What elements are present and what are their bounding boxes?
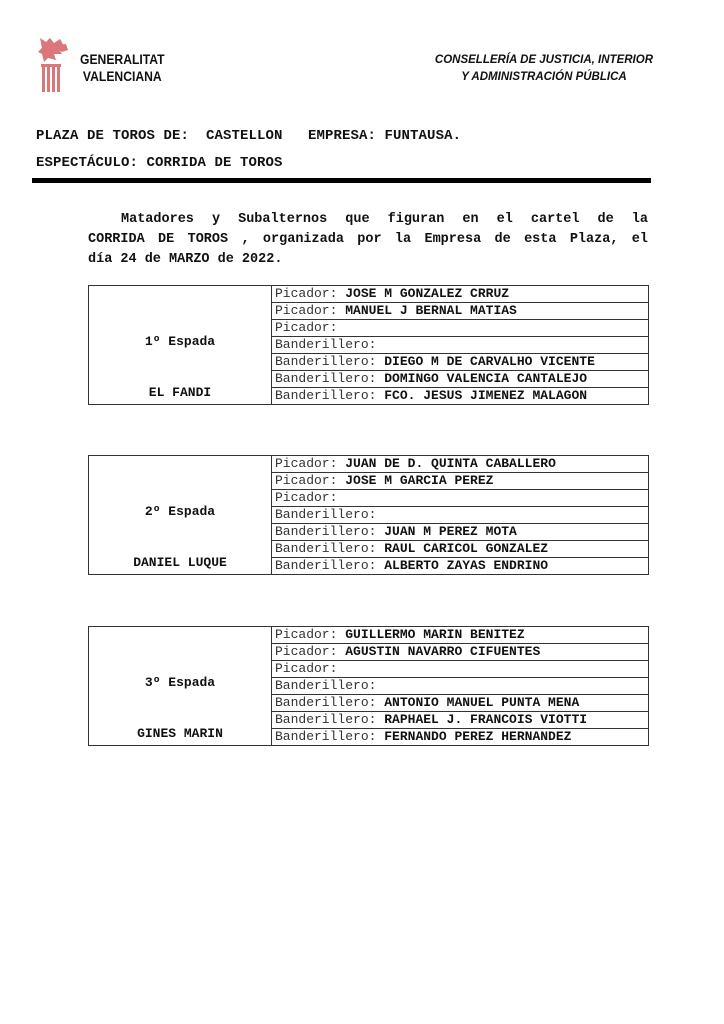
role-label: Picador:	[275, 286, 338, 301]
subalterno-name: AGUSTIN NAVARRO CIFUENTES	[345, 644, 541, 659]
role-label: Picador:	[275, 473, 338, 488]
role-label: Banderillero:	[275, 371, 377, 386]
cuadrilla-cell	[272, 507, 649, 524]
cuadrilla-cell	[272, 729, 649, 746]
cuadrilla-cell	[272, 354, 649, 371]
cuadrilla-cell	[272, 524, 649, 541]
role-label: Picador:	[275, 490, 338, 505]
role-label: Banderillero:	[275, 678, 377, 693]
role-label: Banderillero:	[275, 524, 377, 539]
cuadrilla-row	[89, 286, 649, 303]
espada-table	[88, 626, 649, 746]
intro-line-3: día 24 de MARZO de 2022.	[88, 252, 283, 267]
header-divider	[32, 178, 651, 183]
cuadrilla-cell	[272, 661, 649, 678]
torero-cell	[89, 456, 272, 575]
cuadrilla-cell	[272, 303, 649, 320]
torero-cell	[89, 286, 272, 405]
role-label: Picador:	[275, 661, 338, 676]
role-label: Banderillero:	[275, 337, 377, 352]
cuadrilla-cell	[272, 456, 649, 473]
subalterno-name: RAPHAEL J. FRANCOIS VIOTTI	[384, 712, 588, 727]
subalterno-name: JUAN DE D. QUINTA CABALLERO	[345, 456, 556, 471]
cuadrilla-cell	[272, 337, 649, 354]
dept-line-2: Y ADMINISTRACIÓN PÚBLICA	[461, 71, 627, 83]
cuadrilla-cell	[272, 558, 649, 575]
role-label: Banderillero:	[275, 354, 377, 369]
cuadrilla-cell	[272, 627, 649, 644]
cuadrilla-cell	[272, 490, 649, 507]
subalterno-name: FERNANDO PEREZ HERNANDEZ	[384, 729, 572, 744]
subalterno-name: DIEGO M DE CARVALHO VICENTE	[384, 354, 595, 369]
cuadrilla-cell	[272, 678, 649, 695]
cuadrilla-cell	[272, 695, 649, 712]
role-label: Picador:	[275, 644, 338, 659]
organization-name	[80, 51, 165, 85]
role-label: Banderillero:	[275, 507, 377, 522]
subalterno-name: JOSE M GARCIA PEREZ	[345, 473, 494, 488]
role-label: Picador:	[275, 320, 338, 335]
cuadrilla-cell	[272, 320, 649, 337]
espada-label: 2º Espada	[144, 504, 216, 519]
subalterno-name: JUAN M PEREZ MOTA	[384, 524, 517, 539]
matador-name: EL FANDI	[148, 385, 212, 400]
cuadrilla-cell	[272, 388, 649, 405]
intro-paragraph	[88, 210, 648, 270]
cuadrilla-row	[89, 627, 649, 644]
cuadrilla-cell	[272, 371, 649, 388]
role-label: Picador:	[275, 303, 338, 318]
department-name	[435, 52, 653, 86]
matador-name: DANIEL LUQUE	[133, 555, 227, 570]
role-label: Picador:	[275, 627, 338, 642]
dept-line-1: CONSELLERÍA DE JUSTICIA, INTERIOR	[434, 54, 653, 66]
cuadrilla-cell	[272, 644, 649, 661]
org-line-2: VALENCIANA	[82, 69, 162, 84]
cuadrilla-cell	[272, 541, 649, 558]
espectaculo-line: ESPECTÁCULO: CORRIDA DE TOROS	[36, 155, 283, 171]
cuadrilla-row	[89, 456, 649, 473]
role-label: Picador:	[275, 456, 338, 471]
generalitat-valenciana-logo-icon	[36, 36, 70, 94]
role-label: Banderillero:	[275, 695, 377, 710]
subalterno-name: JOSE M GONZALEZ CRRUZ	[345, 286, 510, 301]
intro-line-1: Matadores y Subalternos que figuran en el cartel de la	[121, 212, 648, 227]
org-line-1: GENERALITAT	[80, 52, 165, 67]
intro-line-2: CORRIDA DE TOROS , organizada por la Empresa de esta Plaza, el	[88, 232, 648, 247]
subalterno-name: GUILLERMO MARIN BENITEZ	[345, 627, 525, 642]
cuadrilla-cell	[272, 712, 649, 729]
role-label: Banderillero:	[275, 541, 377, 556]
subalterno-name: ALBERTO ZAYAS ENDRINO	[384, 558, 549, 573]
espada-table	[88, 285, 649, 405]
plaza-line: PLAZA DE TOROS DE: CASTELLON EMPRESA: FUNTAUSA.	[36, 128, 462, 144]
role-label: Banderillero:	[275, 558, 377, 573]
espada-label: 1º Espada	[144, 334, 216, 349]
cuadrilla-cell	[272, 286, 649, 303]
espada-table	[88, 455, 649, 575]
role-label: Banderillero:	[275, 712, 377, 727]
role-label: Banderillero:	[275, 388, 377, 403]
subalterno-name: RAUL CARICOL GONZALEZ	[384, 541, 549, 556]
matador-name: GINES MARIN	[137, 726, 223, 741]
subalterno-name: MANUEL J BERNAL MATIAS	[345, 303, 517, 318]
subalterno-name: DOMINGO VALENCIA CANTALEJO	[384, 371, 588, 386]
subalterno-name: FCO. JESUS JIMENEZ MALAGON	[384, 388, 588, 403]
espada-label: 3º Espada	[144, 675, 216, 690]
torero-cell	[89, 627, 272, 746]
cuadrilla-cell	[272, 473, 649, 490]
subalterno-name: ANTONIO MANUEL PUNTA MENA	[384, 695, 580, 710]
role-label: Banderillero:	[275, 729, 377, 744]
